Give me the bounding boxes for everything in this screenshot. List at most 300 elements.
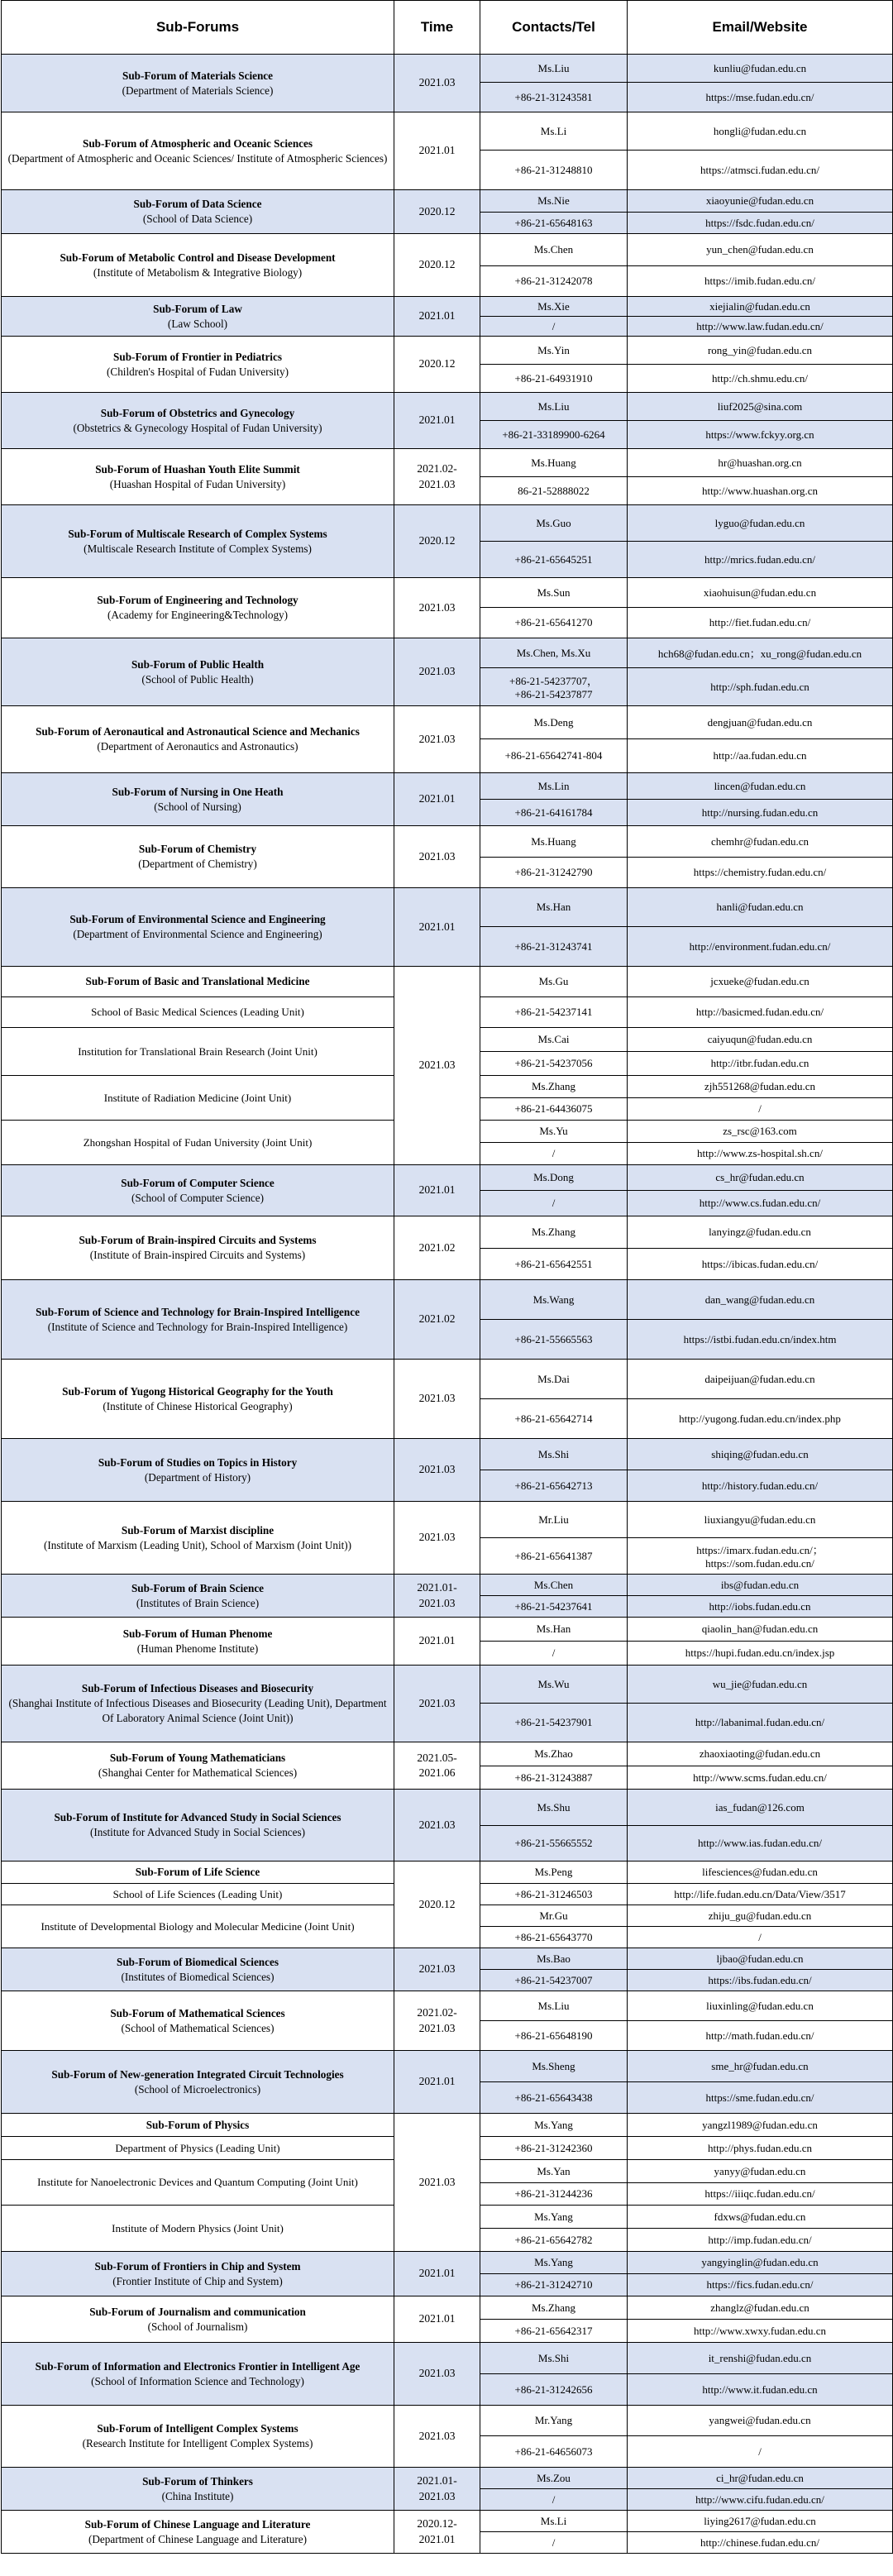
subforum-department: (Frontier Institute of Chip and System) <box>112 2274 283 2287</box>
email-website-cell[interactable]: it_renshi@fudan.edu.cn <box>628 2343 893 2374</box>
contact-cell: Ms.Xie <box>480 297 628 317</box>
table-row <box>2 773 893 800</box>
subforum-name: Sub-Forum of Intelligent Complex Systems <box>97 2422 298 2435</box>
table-row <box>2 1666 893 1704</box>
email-website-cell[interactable]: https://fsdc.fudan.edu.cn/ <box>628 213 893 234</box>
contact-cell: +86-21-55665563 <box>480 1320 628 1360</box>
subforum-department: (Children's Hospital of Fudan University) <box>107 365 289 378</box>
email-website-cell[interactable]: http://math.fudan.edu.cn/ <box>628 2021 893 2051</box>
contact-cell: +86-21-65642551 <box>480 1249 628 1280</box>
subforum-cell <box>2 706 394 773</box>
subforum-department: (Shanghai Institute of Infectious Diseases and Biosecurity (Leading Unit), Department Of Laboratory Animal Science (Joint Unit)) <box>8 1697 387 1724</box>
contact-cell: +86-21-65642317 <box>480 2320 628 2343</box>
email-website-cell[interactable]: dengjuan@fudan.edu.cn <box>628 706 893 739</box>
table-row <box>2 234 893 266</box>
table-row <box>2 1991 893 2021</box>
contact-cell: +86-21-65648163 <box>480 213 628 234</box>
email-website-cell[interactable]: zjh551268@fudan.edu.cn <box>628 1076 893 1098</box>
email-website-cell[interactable]: http://www.cifu.fudan.edu.cn/ <box>628 2489 893 2511</box>
subforum-cell <box>2 1862 394 1884</box>
contact-cell: Ms.Shi <box>480 2343 628 2374</box>
subforum-department: (Research Institute for Intelligent Complex Systems) <box>82 2437 313 2449</box>
subforum-cell <box>2 55 394 112</box>
email-website-cell[interactable]: liuxinling@fudan.edu.cn <box>628 1991 893 2021</box>
table-body <box>2 55 893 2554</box>
contact-cell: Ms.Deng <box>480 706 628 739</box>
subforum-department: (Department of Aeronautics and Astronautics) <box>97 740 298 753</box>
email-website-cell[interactable]: ci_hr@fudan.edu.cn <box>628 2468 893 2489</box>
email-website-cell[interactable]: wu_jie@fudan.edu.cn <box>628 1666 893 1704</box>
subforum-department: (Law School) <box>167 317 228 330</box>
subforum-cell <box>2 337 394 393</box>
subforum-name: Sub-Forum of Obstetrics and Gynecology <box>100 406 295 419</box>
contact-cell: Ms.Li <box>480 2511 628 2532</box>
subforum-department: (Obstetrics & Gynecology Hospital of Fudan University) <box>73 421 322 434</box>
table-row <box>2 888 893 927</box>
contact-cell: +86-21-31248810 <box>480 151 628 190</box>
subforum-department: (Department of Atmospheric and Oceanic Sciences/ Institute of Atmospheric Sciences) <box>7 151 388 165</box>
subforum-cell <box>2 297 394 337</box>
email-website-cell[interactable]: http://aa.fudan.edu.cn <box>628 739 893 773</box>
email-website-cell[interactable]: dan_wang@fudan.edu.cn <box>628 1280 893 1320</box>
subforum-department: (Department of Materials Science) <box>122 84 274 97</box>
email-website-cell[interactable]: lyguo@fudan.edu.cn <box>628 505 893 542</box>
subforum-cell <box>2 1280 394 1360</box>
table-row <box>2 505 893 542</box>
email-website-cell[interactable]: http://basicmed.fudan.edu.cn/ <box>628 997 893 1028</box>
contact-cell: +86-21-65643770 <box>480 1927 628 1948</box>
time-cell: 2021.03 <box>394 967 480 1165</box>
table-row <box>2 1790 893 1826</box>
table-row <box>2 638 893 668</box>
email-website-cell[interactable]: http://iobs.fudan.edu.cn <box>628 1596 893 1618</box>
email-website-cell[interactable]: https://chemistry.fudan.edu.cn/ <box>628 858 893 888</box>
email-website-cell[interactable]: yangzl1989@fudan.edu.cn <box>628 2114 893 2137</box>
subforum-department: (Institutes of Brain Science) <box>136 1596 260 1609</box>
email-website-cell[interactable]: http://itbr.fudan.edu.cn <box>628 1052 893 1076</box>
time-cell: 2020.12 <box>394 505 480 578</box>
subforum-department: (Institute of Chinese Historical Geography) <box>103 1399 293 1412</box>
contact-cell: Ms.Wu <box>480 1666 628 1704</box>
email-website-cell[interactable]: / <box>628 1927 893 1948</box>
email-website-cell[interactable]: lincen@fudan.edu.cn <box>628 773 893 800</box>
subforum-name: Sub-Forum of Young Mathematicians <box>109 1752 286 1765</box>
table-row <box>2 1280 893 1320</box>
time-cell: 2021.05- 2021.06 <box>394 1742 480 1790</box>
email-website-cell[interactable]: hanli@fudan.edu.cn <box>628 888 893 927</box>
contact-cell: Ms.Peng <box>480 1862 628 1884</box>
email-website-cell[interactable]: http://yugong.fudan.edu.cn/index.php <box>628 1399 893 1439</box>
email-website-cell[interactable]: hongli@fudan.edu.cn <box>628 112 893 151</box>
subforum-cell <box>2 888 394 967</box>
contact-cell: 86-21-52888022 <box>480 477 628 505</box>
subforum-cell <box>2 234 394 297</box>
time-cell: 2021.01 <box>394 2296 480 2343</box>
contact-cell: +86-21-31242360 <box>480 2137 628 2160</box>
email-website-cell[interactable]: https://ibs.fudan.edu.cn/ <box>628 1970 893 1991</box>
contact-cell: +86-21-65642714 <box>480 1399 628 1439</box>
subforum-cell <box>2 1360 394 1439</box>
subforum-cell <box>2 393 394 449</box>
subforum-name: Sub-Forum of Chemistry <box>138 843 257 856</box>
contact-cell: +86-21-64931910 <box>480 365 628 393</box>
contact-cell: Ms.Huang <box>480 826 628 858</box>
email-website-cell[interactable]: liuf2025@sina.com <box>628 393 893 421</box>
email-website-cell[interactable]: lanyingz@fudan.edu.cn <box>628 1216 893 1249</box>
subforum-name: Sub-Forum of Infectious Diseases and Biosecurity <box>81 1682 314 1695</box>
contact-cell: Ms.Zhao <box>480 1742 628 1766</box>
subforum-name: Sub-Forum of Physics <box>146 2118 250 2131</box>
subforum-unit: School of Life Sciences (Leading Unit) <box>2 1884 394 1905</box>
subforum-name: Sub-Forum of Brain Science <box>131 1581 265 1594</box>
email-website-cell[interactable]: ias_fudan@126.com <box>628 1790 893 1826</box>
subforum-department: (Institutes of Biomedical Sciences) <box>121 1970 275 1983</box>
time-cell: 2021.03 <box>394 826 480 888</box>
subforum-unit: Department of Physics (Leading Unit) <box>2 2137 394 2160</box>
email-website-cell[interactable]: https://ibicas.fudan.edu.cn/ <box>628 1249 893 1280</box>
email-website-cell[interactable]: daipeijuan@fudan.edu.cn <box>628 1360 893 1399</box>
email-website-cell[interactable]: sme_hr@fudan.edu.cn <box>628 2051 893 2082</box>
email-website-cell[interactable]: yanyy@fudan.edu.cn <box>628 2160 893 2183</box>
contact-cell: Ms.Zhang <box>480 1216 628 1249</box>
time-cell: 2021.03 <box>394 1948 480 1991</box>
email-website-cell[interactable]: xiaoyunie@fudan.edu.cn <box>628 190 893 213</box>
table-row <box>2 2511 893 2532</box>
email-website-cell[interactable]: zhanglz@fudan.edu.cn <box>628 2296 893 2320</box>
subforum-unit: Institute of Modern Physics (Joint Unit) <box>2 2206 394 2252</box>
subforum-name: Sub-Forum of Data Science <box>133 198 262 211</box>
email-website-cell[interactable]: http://environment.fudan.edu.cn/ <box>628 927 893 967</box>
time-cell: 2020.12- 2021.01 <box>394 2511 480 2554</box>
time-cell: 2021.01 <box>394 773 480 826</box>
header-row <box>2 1 893 55</box>
subforum-unit: Institute of Developmental Biology and Molecular Medicine (Joint Unit) <box>2 1905 394 1948</box>
table-row <box>2 2343 893 2374</box>
email-website-cell[interactable]: xiejialin@fudan.edu.cn <box>628 297 893 317</box>
contact-cell: +86-21-54237707， +86-21-54237877 <box>480 668 628 706</box>
contact-cell: +86-21-31242656 <box>480 2374 628 2406</box>
subforum-cell <box>2 2252 394 2296</box>
subforum-name: Sub-Forum of Studies on Topics in History <box>98 1455 298 1469</box>
subforum-unit: Institute of Radiation Medicine (Joint Unit) <box>2 1076 394 1121</box>
subforum-cell <box>2 967 394 997</box>
subforum-cell <box>2 1790 394 1862</box>
table-row <box>2 2051 893 2082</box>
subforum-department: (Human Phenome Institute) <box>136 1642 259 1655</box>
subforum-cell <box>2 2296 394 2343</box>
subforum-cell <box>2 449 394 505</box>
subforum-cell <box>2 826 394 888</box>
table-row <box>2 826 893 858</box>
email-website-cell[interactable]: https://iiiqc.fudan.edu.cn/ <box>628 2183 893 2206</box>
contact-cell: Ms.Sheng <box>480 2051 628 2082</box>
subforum-cell <box>2 2051 394 2114</box>
subforum-name: Sub-Forum of Atmospheric and Oceanic Sciences <box>82 136 313 150</box>
contact-cell: +86-21-54237056 <box>480 1052 628 1076</box>
subforum-cell <box>2 773 394 826</box>
contact-cell: +86-21-65648190 <box>480 2021 628 2051</box>
subforum-department: (School of Data Science) <box>142 213 253 225</box>
contact-cell: +86-21-31243741 <box>480 927 628 967</box>
subforum-department: (Institute of Marxism (Leading Unit), School of Marxism (Joint Unit)) <box>43 1538 352 1551</box>
email-website-cell[interactable]: http://imp.fudan.edu.cn/ <box>628 2229 893 2252</box>
subforum-cell <box>2 2343 394 2406</box>
subforum-name: Sub-Forum of Basic and Translational Medicine <box>85 975 310 988</box>
email-website-cell[interactable]: yangwei@fudan.edu.cn <box>628 2406 893 2436</box>
subforum-cell <box>2 2511 394 2554</box>
email-website-cell[interactable]: fdxws@fudan.edu.cn <box>628 2206 893 2229</box>
time-cell: 2021.03 <box>394 706 480 773</box>
time-cell: 2021.03 <box>394 1439 480 1502</box>
table-row <box>2 55 893 83</box>
time-cell: 2021.03 <box>394 1360 480 1439</box>
time-cell: 2021.02- 2021.03 <box>394 449 480 505</box>
contact-cell: Ms.Huang <box>480 449 628 477</box>
subforum-name: Sub-Forum of Computer Science <box>121 1176 275 1189</box>
contact-cell: Ms.Shu <box>480 1790 628 1826</box>
contact-cell: +86-21-31242078 <box>480 266 628 297</box>
time-cell: 2020.12 <box>394 1862 480 1948</box>
header-subforums: Sub-Forums <box>2 1 394 55</box>
contact-cell: Ms.Shi <box>480 1439 628 1470</box>
time-cell: 2021.01 <box>394 2252 480 2296</box>
email-website-cell[interactable]: http://www.cs.fudan.edu.cn/ <box>628 1191 893 1216</box>
subforum-name: Sub-Forum of Biomedical Sciences <box>117 1955 279 1968</box>
email-website-cell[interactable]: http://www.zs-hospital.sh.cn/ <box>628 1143 893 1165</box>
contact-cell: Ms.Zhang <box>480 1076 628 1098</box>
email-website-cell[interactable]: https://www.fckyy.org.cn <box>628 421 893 449</box>
contact-cell: +86-21-65641270 <box>480 608 628 638</box>
email-website-cell[interactable]: liuxiangyu@fudan.edu.cn <box>628 1502 893 1538</box>
time-cell: 2021.03 <box>394 2114 480 2252</box>
subforum-cell <box>2 1216 394 1280</box>
email-website-cell[interactable]: http://mrics.fudan.edu.cn/ <box>628 542 893 578</box>
subforum-department: (Huashan Hospital of Fudan University) <box>109 477 286 490</box>
subforum-unit: Institution for Translational Brain Research (Joint Unit) <box>2 1028 394 1076</box>
email-website-cell[interactable]: hch68@fudan.edu.cn；xu_rong@fudan.edu.cn <box>628 638 893 668</box>
email-website-cell[interactable]: caiyuqun@fudan.edu.cn <box>628 1028 893 1052</box>
email-website-cell[interactable]: hr@huashan.org.cn <box>628 449 893 477</box>
email-website-cell[interactable]: shiqing@fudan.edu.cn <box>628 1439 893 1470</box>
subforum-cell <box>2 1575 394 1618</box>
email-website-cell[interactable]: chemhr@fudan.edu.cn <box>628 826 893 858</box>
subforum-name: Sub-Forum of Multiscale Research of Complex Systems <box>68 527 327 540</box>
subforum-cell <box>2 638 394 706</box>
email-website-cell[interactable]: zhiju_gu@fudan.edu.cn <box>628 1905 893 1927</box>
time-cell: 2021.03 <box>394 2343 480 2406</box>
contact-cell: Ms.Chen, Ms.Xu <box>480 638 628 668</box>
contact-cell: +86-21-55665552 <box>480 1826 628 1862</box>
contact-cell: +86-21-33189900-6264 <box>480 421 628 449</box>
contact-cell: Ms.Yan <box>480 2160 628 2183</box>
contact-cell: / <box>480 2489 628 2511</box>
subforum-name: Sub-Forum of Metabolic Control and Disease Development <box>60 251 336 264</box>
contact-cell: +86-21-31246503 <box>480 1884 628 1905</box>
email-website-cell[interactable]: http://life.fudan.edu.cn/Data/View/3517 <box>628 1884 893 1905</box>
contact-cell: Mr.Gu <box>480 1905 628 1927</box>
contact-cell: Ms.Dai <box>480 1360 628 1399</box>
subforum-cell <box>2 190 394 234</box>
contact-cell: +86-21-31243581 <box>480 83 628 112</box>
table-row <box>2 1862 893 1884</box>
email-website-cell[interactable]: yun_chen@fudan.edu.cn <box>628 234 893 266</box>
subforum-name: Sub-Forum of Frontier in Pediatrics <box>113 350 282 363</box>
email-website-cell[interactable]: http://labanimal.fudan.edu.cn/ <box>628 1704 893 1742</box>
table-row <box>2 2468 893 2489</box>
contact-cell: +86-21-31244236 <box>480 2183 628 2206</box>
subforum-cell <box>2 578 394 638</box>
contact-cell: Ms.Wang <box>480 1280 628 1320</box>
time-cell: 2021.01 <box>394 297 480 337</box>
email-website-cell[interactable]: https://imib.fudan.edu.cn/ <box>628 266 893 297</box>
email-website-cell[interactable]: https://fics.fudan.edu.cn/ <box>628 2274 893 2296</box>
contact-cell: Ms.Nie <box>480 190 628 213</box>
email-website-cell[interactable]: liying2617@fudan.edu.cn <box>628 2511 893 2532</box>
contact-cell: Ms.Zou <box>480 2468 628 2489</box>
email-website-cell[interactable]: kunliu@fudan.edu.cn <box>628 55 893 83</box>
time-cell: 2021.01 <box>394 1165 480 1216</box>
time-cell: 2021.01 <box>394 393 480 449</box>
email-website-cell[interactable]: http://www.ias.fudan.edu.cn/ <box>628 1826 893 1862</box>
subforum-department: (School of Nursing) <box>154 800 241 813</box>
table-row <box>2 967 893 997</box>
subforum-name: Sub-Forum of Science and Technology for Brain-Inspired Intelligence <box>36 1305 360 1318</box>
email-website-cell[interactable]: ljbao@fudan.edu.cn <box>628 1948 893 1970</box>
subforum-department: (Institute for Advanced Study in Social Sciences) <box>89 1826 306 1838</box>
table-row <box>2 2114 893 2137</box>
time-cell: 2021.01 <box>394 112 480 190</box>
contact-cell: / <box>480 2532 628 2554</box>
subforum-cell <box>2 2114 394 2137</box>
email-website-cell[interactable]: / <box>628 2436 893 2468</box>
subforum-cell <box>2 2468 394 2511</box>
email-website-cell[interactable]: lifesciences@fudan.edu.cn <box>628 1862 893 1884</box>
subforum-name: Sub-Forum of Engineering and Technology <box>97 594 298 607</box>
subforum-department: (School of Mathematical Sciences) <box>121 2021 275 2034</box>
email-website-cell[interactable]: https://hupi.fudan.edu.cn/index.jsp <box>628 1642 893 1666</box>
contact-cell: Ms.Li <box>480 112 628 151</box>
email-website-cell[interactable]: http://phys.fudan.edu.cn <box>628 2137 893 2160</box>
time-cell: 2021.03 <box>394 55 480 112</box>
email-website-cell[interactable]: http://chinese.fudan.edu.cn/ <box>628 2532 893 2554</box>
email-website-cell[interactable]: http://www.huashan.org.cn <box>628 477 893 505</box>
contact-cell: Ms.Yang <box>480 2114 628 2137</box>
contact-cell: +86-21-65641387 <box>480 1538 628 1575</box>
contact-cell: +86-21-54237641 <box>480 1596 628 1618</box>
email-website-cell[interactable]: http://www.law.fudan.edu.cn/ <box>628 317 893 337</box>
contact-cell: +86-21-65642713 <box>480 1470 628 1502</box>
contact-cell: Ms.Yang <box>480 2252 628 2274</box>
table-row <box>2 1216 893 1249</box>
contact-cell: Ms.Liu <box>480 1991 628 2021</box>
email-website-cell[interactable]: http://www.xwxy.fudan.edu.cn <box>628 2320 893 2343</box>
subforum-department: (Academy for Engineering&Technology) <box>107 609 289 621</box>
header-contacts: Contacts/Tel <box>480 1 628 55</box>
subforum-cell <box>2 1991 394 2051</box>
email-website-cell[interactable]: xiaohuisun@fudan.edu.cn <box>628 578 893 608</box>
table-row <box>2 1575 893 1596</box>
email-website-cell[interactable]: http://www.scms.fudan.edu.cn/ <box>628 1766 893 1790</box>
subforum-cell <box>2 1439 394 1502</box>
table-row <box>2 112 893 151</box>
subforum-cell <box>2 1502 394 1575</box>
subforum-name: Sub-Forum of Human Phenome <box>122 1627 273 1640</box>
email-website-cell[interactable]: http://history.fudan.edu.cn/ <box>628 1470 893 1502</box>
email-website-cell[interactable]: http://ch.shmu.edu.cn/ <box>628 365 893 393</box>
email-website-cell[interactable]: zs_rsc@163.com <box>628 1121 893 1143</box>
contact-cell: / <box>480 1143 628 1165</box>
contact-cell: +86-21-31242790 <box>480 858 628 888</box>
contact-cell: +86-21-64161784 <box>480 800 628 826</box>
table-row <box>2 2296 893 2320</box>
email-website-cell[interactable]: zhaoxiaoting@fudan.edu.cn <box>628 1742 893 1766</box>
subforum-department: (School of Microelectronics) <box>134 2082 261 2096</box>
email-website-cell[interactable]: https://imarx.fudan.edu.cn/； https://som.fudan.edu.cn/ <box>628 1538 893 1575</box>
email-website-cell[interactable]: yangyinglin@fudan.edu.cn <box>628 2252 893 2274</box>
time-cell: 2021.01- 2021.03 <box>394 1575 480 1618</box>
time-cell: 2021.01 <box>394 1618 480 1666</box>
subforum-department: (School of Information Science and Technology) <box>91 2374 304 2387</box>
table-row <box>2 393 893 421</box>
contact-cell: +86-21-65642782 <box>480 2229 628 2252</box>
email-website-cell[interactable]: / <box>628 1098 893 1121</box>
subforum-name: Sub-Forum of Thinkers <box>142 2474 253 2488</box>
subforum-name: Sub-Forum of Law <box>153 302 242 315</box>
time-cell: 2020.12 <box>394 190 480 234</box>
contact-cell: Ms.Cai <box>480 1028 628 1052</box>
time-cell: 2020.12 <box>394 337 480 393</box>
contact-cell: Ms.Han <box>480 1618 628 1642</box>
contact-cell: Ms.Bao <box>480 1948 628 1970</box>
email-website-cell[interactable]: https://mse.fudan.edu.cn/ <box>628 83 893 112</box>
subforum-name: Sub-Forum of Materials Science <box>122 69 274 82</box>
subforum-name: Sub-Forum of Brain-inspired Circuits and Systems <box>79 1234 317 1247</box>
subforum-cell <box>2 505 394 578</box>
email-website-cell[interactable]: http://nursing.fudan.edu.cn <box>628 800 893 826</box>
email-website-cell[interactable]: http://sph.fudan.edu.cn <box>628 668 893 706</box>
contact-cell: / <box>480 317 628 337</box>
contact-cell: +86-21-64656073 <box>480 2436 628 2468</box>
table-row <box>2 706 893 739</box>
email-website-cell[interactable]: http://www.it.fudan.edu.cn <box>628 2374 893 2406</box>
contact-cell: Ms.Chen <box>480 1575 628 1596</box>
subforum-department: (Shanghai Center for Mathematical Sciences) <box>98 1766 298 1779</box>
table-row <box>2 1502 893 1538</box>
subforum-department: (School of Journalism) <box>147 2320 248 2333</box>
contact-cell: +86-21-54237007 <box>480 1970 628 1991</box>
subforum-department: (Department of Environmental Science and Engineering) <box>73 928 322 940</box>
subforum-department: (Department of Chinese Language and Literature) <box>88 2532 307 2545</box>
email-website-cell[interactable]: ibs@fudan.edu.cn <box>628 1575 893 1596</box>
email-website-cell[interactable]: rong_yin@fudan.edu.cn <box>628 337 893 365</box>
email-website-cell[interactable]: jcxueke@fudan.edu.cn <box>628 967 893 997</box>
email-website-cell[interactable]: https://istbi.fudan.edu.cn/index.htm <box>628 1320 893 1360</box>
contact-cell: Ms.Sun <box>480 578 628 608</box>
contact-cell: / <box>480 1191 628 1216</box>
email-website-cell[interactable]: qiaolin_han@fudan.edu.cn <box>628 1618 893 1642</box>
email-website-cell[interactable]: http://fiet.fudan.edu.cn/ <box>628 608 893 638</box>
table-row <box>2 1439 893 1470</box>
subforum-department: (Institute of Metabolism & Integrative Biology) <box>93 265 303 279</box>
email-website-cell[interactable]: cs_hr@fudan.edu.cn <box>628 1165 893 1191</box>
contact-cell: Ms.Yu <box>480 1121 628 1143</box>
email-website-cell[interactable]: https://atmsci.fudan.edu.cn/ <box>628 151 893 190</box>
contact-cell: Ms.Liu <box>480 55 628 83</box>
time-cell: 2021.03 <box>394 1790 480 1862</box>
contact-cell: Ms.Guo <box>480 505 628 542</box>
email-website-cell[interactable]: https://sme.fudan.edu.cn/ <box>628 2082 893 2114</box>
subforum-name: Sub-Forum of Life Science <box>135 1866 260 1879</box>
